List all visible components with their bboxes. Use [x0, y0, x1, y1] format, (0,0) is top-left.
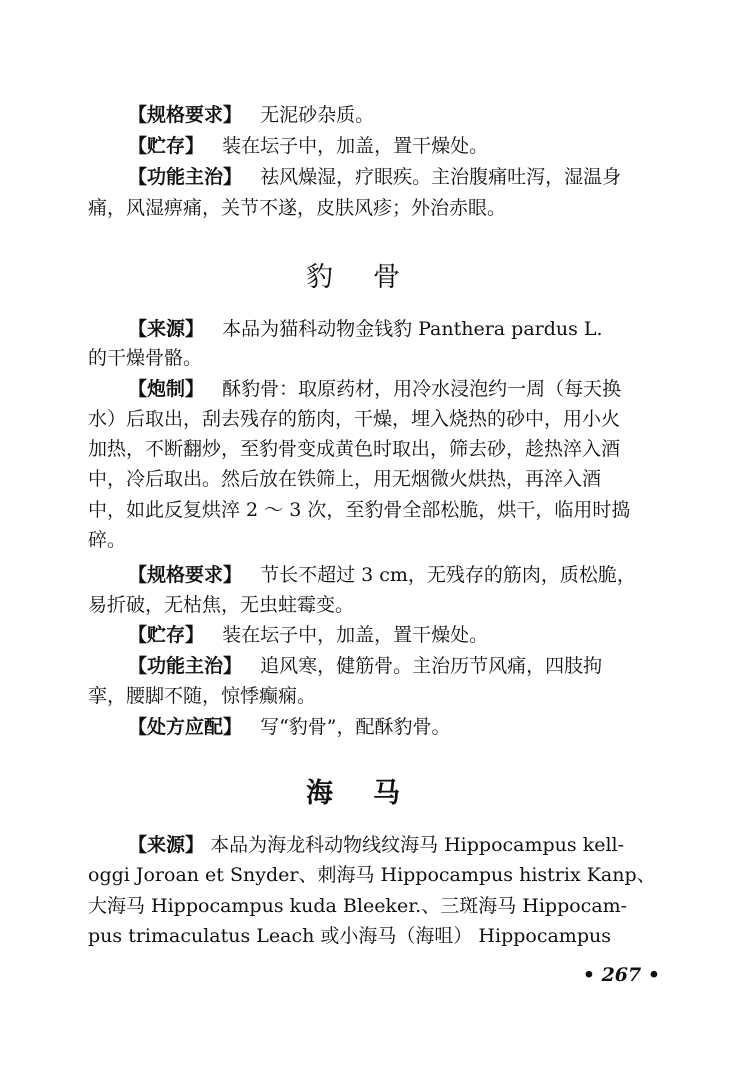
prev-storage-line	[128, 133, 660, 160]
prev-func-label: 【功能主治】	[128, 166, 243, 188]
baogu-storage-line	[128, 622, 660, 649]
baogu-rx-text: 写“豹骨”，配酥豹骨。	[260, 716, 451, 738]
section-title-haima: 海马	[306, 778, 440, 809]
haima-source-line-4: pus trimaculatus Leach 或小海马（海咀） Hippocampus	[88, 925, 611, 947]
baogu-process-line-3: 加热，不断翻炒，至豹骨变成黄色时取出，筛去砂，趁热淬入酒	[88, 438, 621, 460]
baogu-storage-label: 【贮存】	[128, 624, 205, 646]
baogu-storage-text: 装在坛子中，加盖，置干燥处。	[222, 624, 489, 646]
baogu-spec-label: 【规格要求】	[128, 564, 243, 586]
prev-storage-label: 【贮存】	[128, 135, 205, 157]
baogu-rx-line	[128, 714, 660, 741]
baogu-process-line-1	[128, 376, 660, 403]
prev-spec-line	[128, 102, 660, 129]
prev-func-line-2: 痛，风湿痹痛，关节不遂，皮肤风疹；外治赤眼。	[88, 197, 507, 219]
prev-func-line-1	[128, 164, 660, 191]
baogu-spec-text-1: 节长不超过 3 cm，无残存的筋肉，质松脆，	[260, 564, 636, 586]
baogu-process-line-6: 碎。	[88, 529, 127, 551]
baogu-spec-line-2: 易折破，无枯焦，无虫蛀霉变。	[88, 594, 355, 616]
page-number: • 267 •	[582, 964, 660, 986]
baogu-spec-line-1	[128, 562, 660, 589]
prev-spec-label: 【规格要求】	[128, 104, 243, 126]
baogu-process-text-1: 酥豹骨：取原药材，用冷水浸泡约一周（每天换	[222, 378, 622, 400]
baogu-process-line-4: 中，冷后取出。然后放在铁筛上，用无烟微火烘热，再淬入酒	[88, 468, 602, 490]
haima-source-line-2: oggi Joroan et Snyder、刺海马 Hippocampus histrix Kanp、	[88, 864, 656, 886]
haima-source-text-1: 本品为海龙科动物线纹海马 Hippocampus kell-	[210, 834, 625, 856]
haima-source-line-3: 大海马 Hippocampus kuda Bleeker.、三斑海马 Hippocam-	[88, 895, 628, 917]
baogu-process-line-2: 水）后取出，刮去残存的筋肉，干燥，埋入烧热的砂中，用小火	[88, 408, 621, 430]
baogu-func-line-2: 挛，腰脚不随，惊悸癫痫。	[88, 685, 317, 707]
baogu-process-line-5: 中，如此反复烘淬 2 ～ 3 次，至豹骨全部松脆，烘干，临用时捣	[88, 499, 631, 521]
prev-storage-text: 装在坛子中，加盖，置干燥处。	[222, 135, 489, 157]
baogu-source-text-1: 本品为猫科动物金钱豹 Panthera pardus L.	[222, 318, 603, 340]
baogu-func-text-1: 追风寒，健筋骨。主治历节风痛，四肢拘	[260, 655, 603, 677]
baogu-source-line-2: 的干燥骨骼。	[88, 347, 203, 369]
baogu-process-label: 【炮制】	[128, 378, 205, 400]
baogu-rx-label: 【处方应配】	[128, 716, 243, 738]
prev-spec-text: 无泥砂杂质。	[260, 104, 375, 126]
baogu-func-label: 【功能主治】	[128, 655, 243, 677]
prev-func-text-1: 祛风燥湿，疗眼疾。主治腹痛吐泻，湿温身	[260, 166, 622, 188]
baogu-func-line-1	[128, 653, 660, 680]
haima-source-label: 【来源】	[128, 834, 205, 856]
baogu-source-line-1	[128, 316, 660, 343]
haima-source-line-1	[128, 832, 660, 859]
section-title-baogu: 豹骨	[306, 262, 440, 293]
baogu-source-label: 【来源】	[128, 318, 205, 340]
